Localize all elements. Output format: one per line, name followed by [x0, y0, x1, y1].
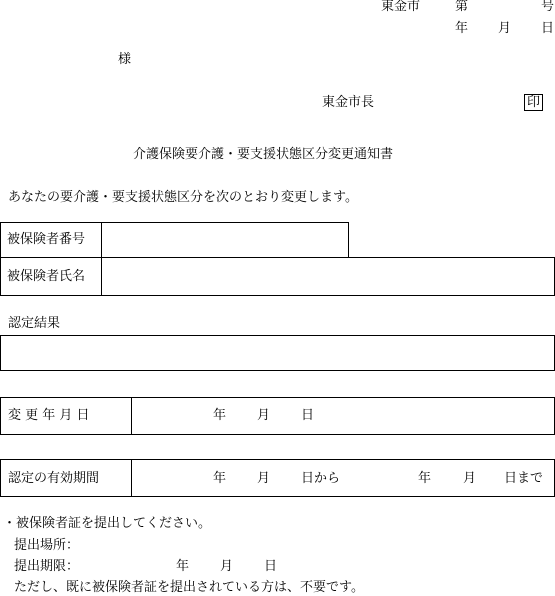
- validity-start-year: 年: [213, 471, 227, 486]
- validity-end-month: 月: [463, 471, 477, 486]
- change-date-label: 変 更 年 月 日: [8, 408, 90, 423]
- recipient-honorific: 様: [118, 52, 132, 67]
- validity-end-day: 日まで: [504, 471, 544, 486]
- insured-name-label: 被保険者氏名: [7, 269, 86, 284]
- issuer-name: 東金市長: [322, 95, 375, 110]
- note-submit-place: 提出場所：: [14, 538, 80, 553]
- note-exemption: ただし、既に被保険者証を提出されている方は、不要です。: [14, 580, 364, 595]
- document-title: 介護保険要介護・要支援状態区分変更通知書: [133, 147, 394, 162]
- validity-divider: [131, 459, 132, 497]
- deadline-month: 月: [220, 559, 234, 574]
- header-year: 年: [455, 21, 469, 36]
- issuing-city: 東金市: [381, 0, 421, 14]
- intro-text: あなたの要介護・要支援状態区分を次のとおり変更します。: [8, 190, 358, 205]
- change-date-month: 月: [257, 408, 271, 423]
- validity-end-year: 年: [418, 471, 432, 486]
- number-suffix: 号: [541, 0, 555, 14]
- note-submit-deadline: 提出期限：: [14, 559, 80, 574]
- certification-label: 認定結果: [8, 316, 61, 331]
- validity-start-month: 月: [257, 471, 271, 486]
- deadline-year: 年: [176, 559, 190, 574]
- insured-number-label: 被保険者番号: [7, 232, 86, 247]
- header-month: 月: [498, 21, 512, 36]
- change-date-day: 日: [301, 408, 315, 423]
- validity-label: 認定の有効期間: [8, 471, 100, 486]
- note-submit-card: ・被保険者証を提出してください。: [3, 516, 212, 531]
- seal-stamp: 印: [524, 94, 543, 111]
- validity-start-day: 日から: [301, 471, 341, 486]
- change-date-divider: [131, 397, 132, 435]
- header-day: 日: [541, 21, 555, 36]
- number-prefix: 第: [455, 0, 469, 14]
- change-date-year: 年: [213, 408, 227, 423]
- certification-result-box: [0, 335, 555, 371]
- deadline-day: 日: [264, 559, 278, 574]
